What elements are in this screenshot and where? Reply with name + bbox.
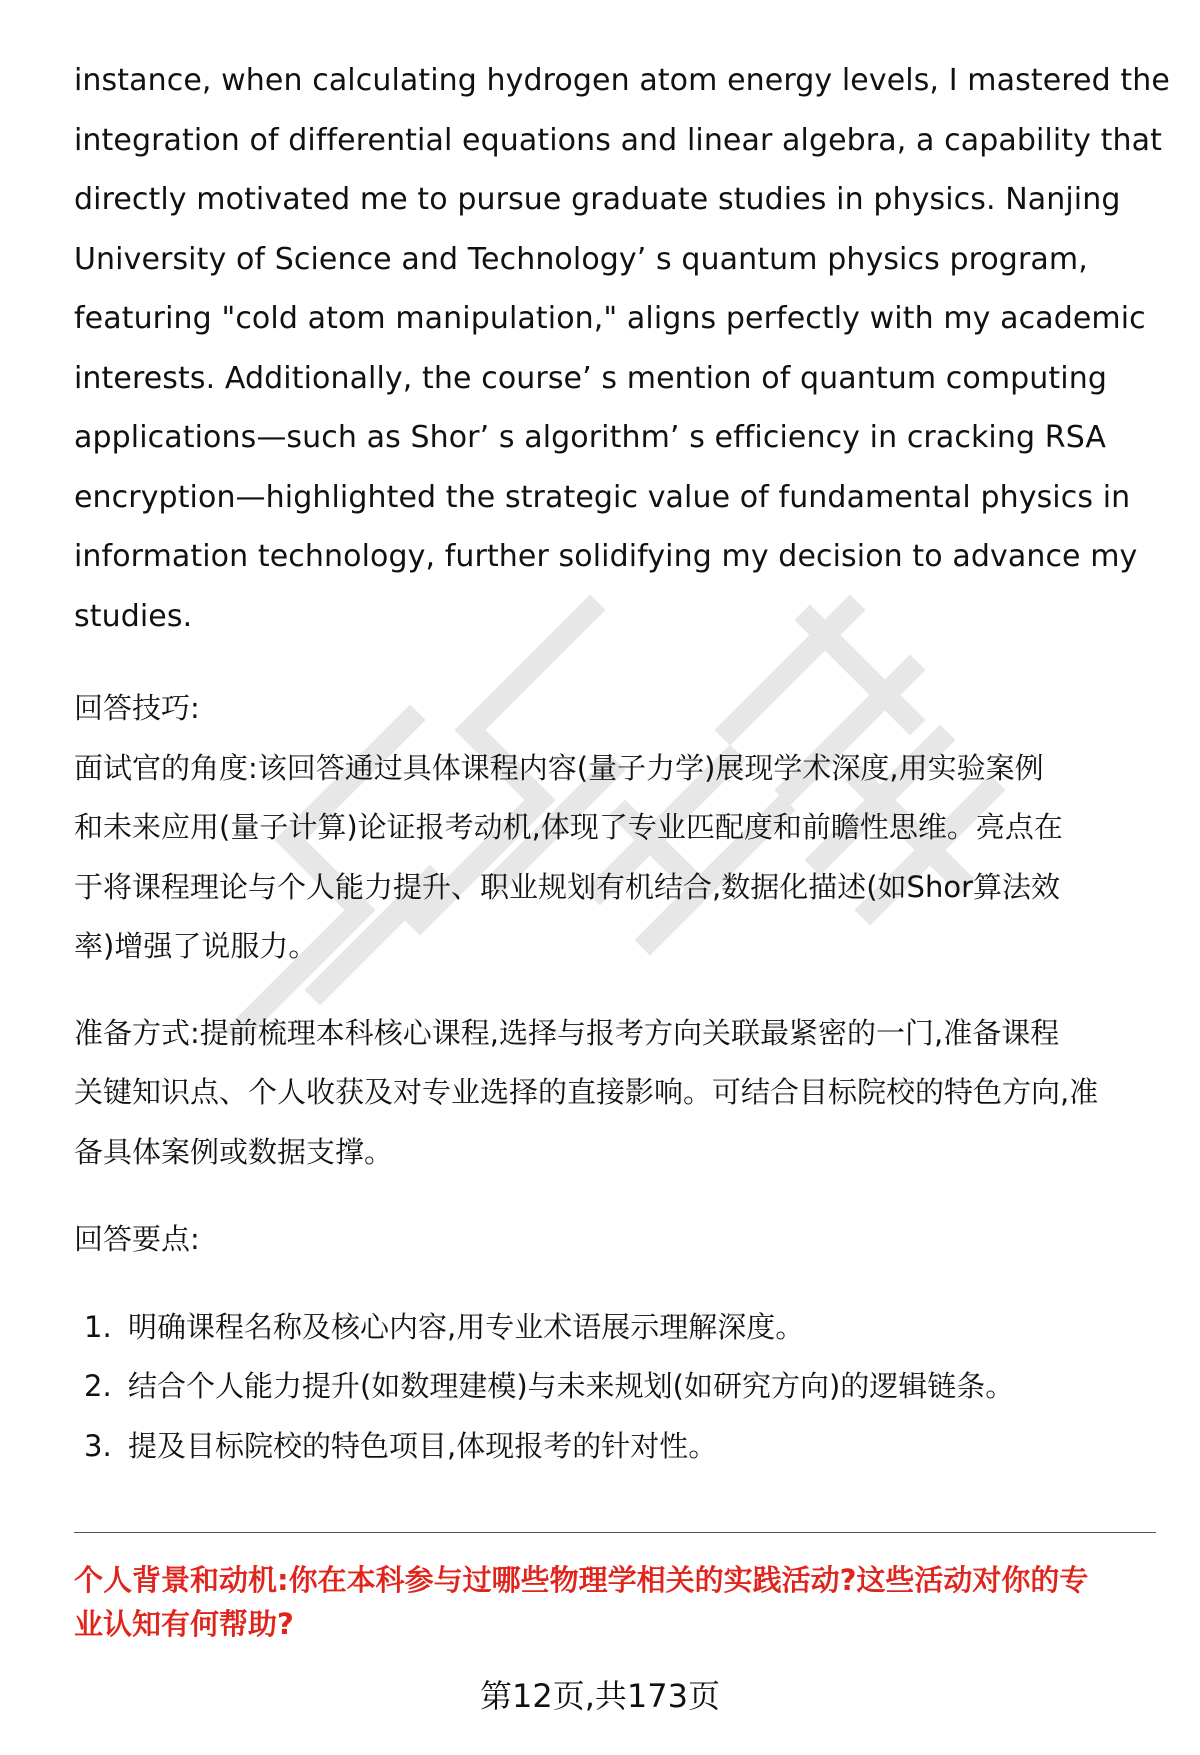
interviewer-line: 于将课程理论与个人能力提升、职业规划有机结合,数据化描述(如Shor算法效 [74,869,1060,904]
prep-line: 备具体案例或数据支撑。 [74,1134,394,1169]
list-item-text: 明确课程名称及核心内容,用专业术语展示理解深度。 [128,1309,805,1344]
prep-line: 关键知识点、个人收获及对专业选择的直接影响。可结合目标院校的特色方向,准 [74,1075,1099,1109]
paragraph-line: instance, when calculating hydrogen atom energy levels, I mastered the [74,63,1170,98]
question-line: 业认知有何帮助? [74,1607,294,1641]
paragraph-line: studies. [74,598,193,634]
list-item [74,1298,1154,1358]
key-points-heading [74,1210,1154,1270]
paragraph-line: featuring "cold atom manipulation," aligns perfectly with my academic [74,301,1146,336]
english-paragraph [74,0,1170,646]
paragraph-line: University of Science and Technology’ s quantum physics program, [74,241,1088,277]
list-item [74,1417,1154,1477]
content-column [74,0,1170,1476]
paragraph-line: integration of differential equations and linear algebra, a capability that [74,122,1162,158]
interviewer-line: 和未来应用(量子计算)论证报考动机,体现了专业匹配度和前瞻性思维。亮点在 [74,810,1063,844]
paragraph-line: directly motivated me to pursue graduate studies in physics. Nanjing [74,182,1121,217]
interviewer-perspective [74,739,1154,977]
tips-title: 回答技巧: [74,691,200,725]
interviewer-line: 面试官的角度:该回答通过具体课程内容(量子力学)展现学术深度,用实验案例 [74,750,1044,785]
paragraph-line: interests. Additionally, the course’ s mention of quantum computing [74,360,1107,396]
paragraph-line: information technology, further solidifying my decision to advance my [74,539,1138,574]
list-item [74,1357,1154,1417]
key-points-title: 回答要点: [74,1222,200,1256]
list-item-number: 3. [84,1428,112,1463]
preparation-method [74,1004,1154,1183]
list-item-number: 1. [84,1309,112,1344]
key-points-list [74,1298,1154,1477]
section-divider [74,1532,1156,1533]
list-item-number: 2. [84,1369,112,1403]
prep-line: 准备方式:提前梳理本科核心课程,选择与报考方向关联最紧密的一门,准备课程 [74,1015,1060,1050]
paragraph-line: applications—such as Shor’ s algorithm’ s efficiency in cracking RSA [74,420,1107,455]
interviewer-line: 率)增强了说服力。 [74,929,318,963]
question-line: 个人背景和动机:你在本科参与过哪些物理学相关的实践活动?这些活动对你的专 [74,1563,1089,1597]
list-item-text: 提及目标院校的特色项目,体现报考的针对性。 [128,1428,718,1463]
next-question-heading [74,1558,1164,1646]
page-number: 第12页,共173页 [480,1677,720,1715]
list-item-text: 结合个人能力提升(如数理建模)与未来规划(如研究方向)的逻辑链条。 [128,1369,1015,1403]
tips-heading [74,679,1154,739]
paragraph-line: encryption—highlighted the strategic value of fundamental physics in [74,479,1131,515]
